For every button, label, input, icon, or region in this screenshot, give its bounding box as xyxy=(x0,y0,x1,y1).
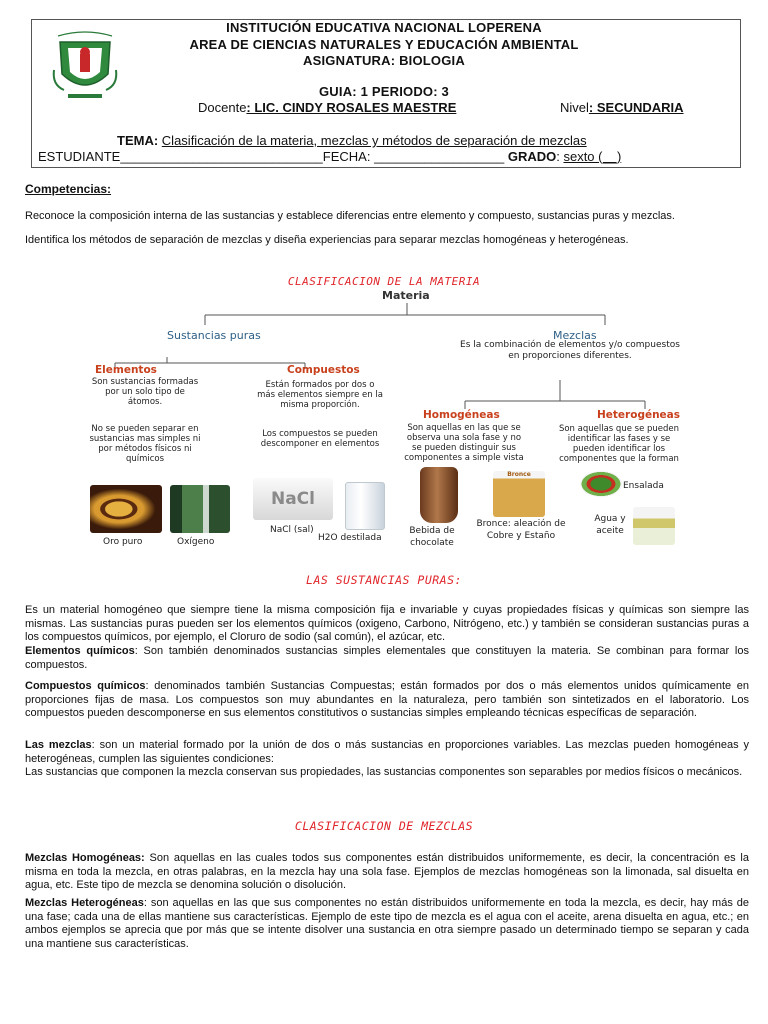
heterogeneas-description: Son aquellas que se pueden identificar las fases y se pueden identificar los componentes que la forman xyxy=(558,424,680,464)
competencias-title: Competencias: xyxy=(25,182,112,196)
caption-nacl: NaCl (sal) xyxy=(270,525,314,535)
subject-name: ASIGNATURA: BIOLOGIA xyxy=(303,53,465,68)
caption-oxigeno: Oxígeno xyxy=(177,537,215,547)
caption-chocolate: Bebida de chocolate xyxy=(409,526,455,548)
caption-ensalada: Ensalada xyxy=(623,481,664,491)
gold-rings-image xyxy=(90,485,162,533)
mezclas-homogeneas-paragraph: Mezclas Homogéneas: Son aquellas en las cuales todos sus componentes están distribuidos uniformemente, es decir, la concentración es la misma en toda la mezcla, en otras palabras, en la mezcla hay una sola fase. Ejemplos de mezclas homogéneas son la limonada, sal disuelta en agua, etc. Este tipo de mezcla se denomina solución o disolución. xyxy=(25,852,749,891)
caption-h2o: H2O destilada xyxy=(318,533,382,543)
mezclas-description: Es la combinación de elementos y/o compuestos en proporciones diferentes. xyxy=(460,340,680,361)
node-mezclas: Mezclas xyxy=(553,329,597,342)
node-compuestos: Compuestos xyxy=(287,364,360,376)
section-title-sustancias-puras: LAS SUSTANCIAS PURAS: xyxy=(306,573,462,587)
mezclas-heterogeneas-paragraph: Mezclas Heterogéneas: son aquellas en las que sus componentes no están distribuidos uniformemente en toda la mezcla, es decir, hay más de una fase; cada una de ellas mantiene sus características. Ejemplo de este tipo de mezcla es el agua con el aceite, arena disuelta en agua, etc.; en ambos ejemplos se aprecia que por más que se intente disolver una sustancia en otra siempre pasado un determinado tiempo se separan y cada una mantiene sus características. xyxy=(25,897,749,950)
competencia-1: Reconoce la composición interna de las sustancias y establece diferencias entre elemento y compuesto, sustancias puras y mezclas. xyxy=(25,210,675,222)
caption-bronce: Bronce: aleación de Cobre y Estaño xyxy=(476,519,566,541)
area-name: AREA DE CIENCIAS NATURALES Y EDUCACIÓN AMBIENTAL xyxy=(189,37,579,52)
section-title-clasificacion-materia: CLASIFICACION DE LA MATERIA xyxy=(287,275,481,288)
mezclas-conditions-paragraph: Las sustancias que componen la mezcla conservan sus propiedades, las sustancias componentes son separables por medios físicos o mecánicos. xyxy=(25,766,743,778)
chocolate-drink-image xyxy=(420,467,458,523)
node-heterogeneas: Heterogéneas xyxy=(597,409,681,421)
docente-line: Docente: LIC. CINDY ROSALES MAESTRE xyxy=(198,100,457,115)
bronze-valve-image: Bronce xyxy=(493,471,545,517)
caption-oro-puro: Oro puro xyxy=(103,537,143,547)
puras-paragraph: Es un material homogéneo que siempre tiene la misma composición fija e invariable y cuyas propiedades físicas y químicas son siempre las mismas. Las sustancias puras pueden ser los elementos químicos (oxigeno, Carbono, Nitrógeno, etc.) y también se consideran sustancias puras a los compuestos químicos, por ejemplo, el Cloruro de sodio (sal común), el azúcar, etc. xyxy=(25,604,749,643)
mezclas-paragraph: Las mezclas: son un material formado por la unión de dos o más sustancias en proporciones variables. Las mezclas pueden homogéneas y heterogéneas, cumplen las siguientes condiciones: xyxy=(25,739,749,765)
caption-agua-aceite: Agua y aceite xyxy=(594,514,626,536)
student-line: ESTUDIANTE____________________________FECHA: __________________ GRADO: sexto (__) xyxy=(38,149,622,164)
node-elementos: Elementos xyxy=(95,364,157,376)
salad-image xyxy=(580,471,622,497)
node-homogeneas: Homogéneas xyxy=(423,409,500,421)
homogeneas-description: Son aquellas en las que se observa una sola fase y no se pueden distinguir sus componentes a simple vista xyxy=(404,423,524,463)
compuestos-description-2: Los compuestos se pueden descomponer en elementos xyxy=(260,429,380,449)
oil-water-image xyxy=(633,507,675,545)
node-materia: Materia xyxy=(382,289,430,302)
elementos-description-1: Son sustancias formadas por un solo tipo de átomos. xyxy=(91,377,199,407)
elementos-description-2: No se pueden separar en sustancias mas simples ni por métodos físicos ni químicos xyxy=(89,424,201,464)
nivel-line: Nivel: SECUNDARIA xyxy=(560,100,684,115)
oxygen-tank-image xyxy=(170,485,230,533)
compuestos-quimicos-paragraph: Compuestos químicos: denominados también Sustancias Compuestas; están formados por dos o más elementos unidos químicamente en proporciones fijas de masa. Los compuestos son muy abundantes en la naturaleza, pero también son sintetizados en el laboratorio. Los compuestos pueden descomponerse en sus elementos constitutivos o sustancias simples empleando técnicas específicas de separación. xyxy=(25,680,749,719)
competencia-2: Identifica los métodos de separación de mezclas y diseña experiencias para separar mezclas homogéneas y heterogéneas. xyxy=(25,234,629,246)
elementos-quimicos-paragraph: Elementos químicos: Son también denominados sustancias simples elementales que constituyen la materia. Se combinan para formar los compuestos. xyxy=(25,645,749,671)
tema-line: TEMA: Clasificación de la materia, mezclas y métodos de separación de mezclas xyxy=(117,133,587,148)
section-title-clasificacion-mezclas: CLASIFICACION DE MEZCLAS xyxy=(294,819,474,833)
salt-nacl-image: NaCl xyxy=(253,478,333,520)
node-sustancias-puras: Sustancias puras xyxy=(167,329,261,342)
institution-name: INSTITUCIÓN EDUCATIVA NACIONAL LOPERENA xyxy=(226,20,542,35)
concept-map xyxy=(85,285,685,555)
guide-period: GUIA: 1 PERIODO: 3 xyxy=(318,84,449,99)
distilled-water-bottle-image xyxy=(345,482,385,530)
compuestos-description-1: Están formados por dos o más elementos siempre en la misma proporción. xyxy=(257,380,383,410)
